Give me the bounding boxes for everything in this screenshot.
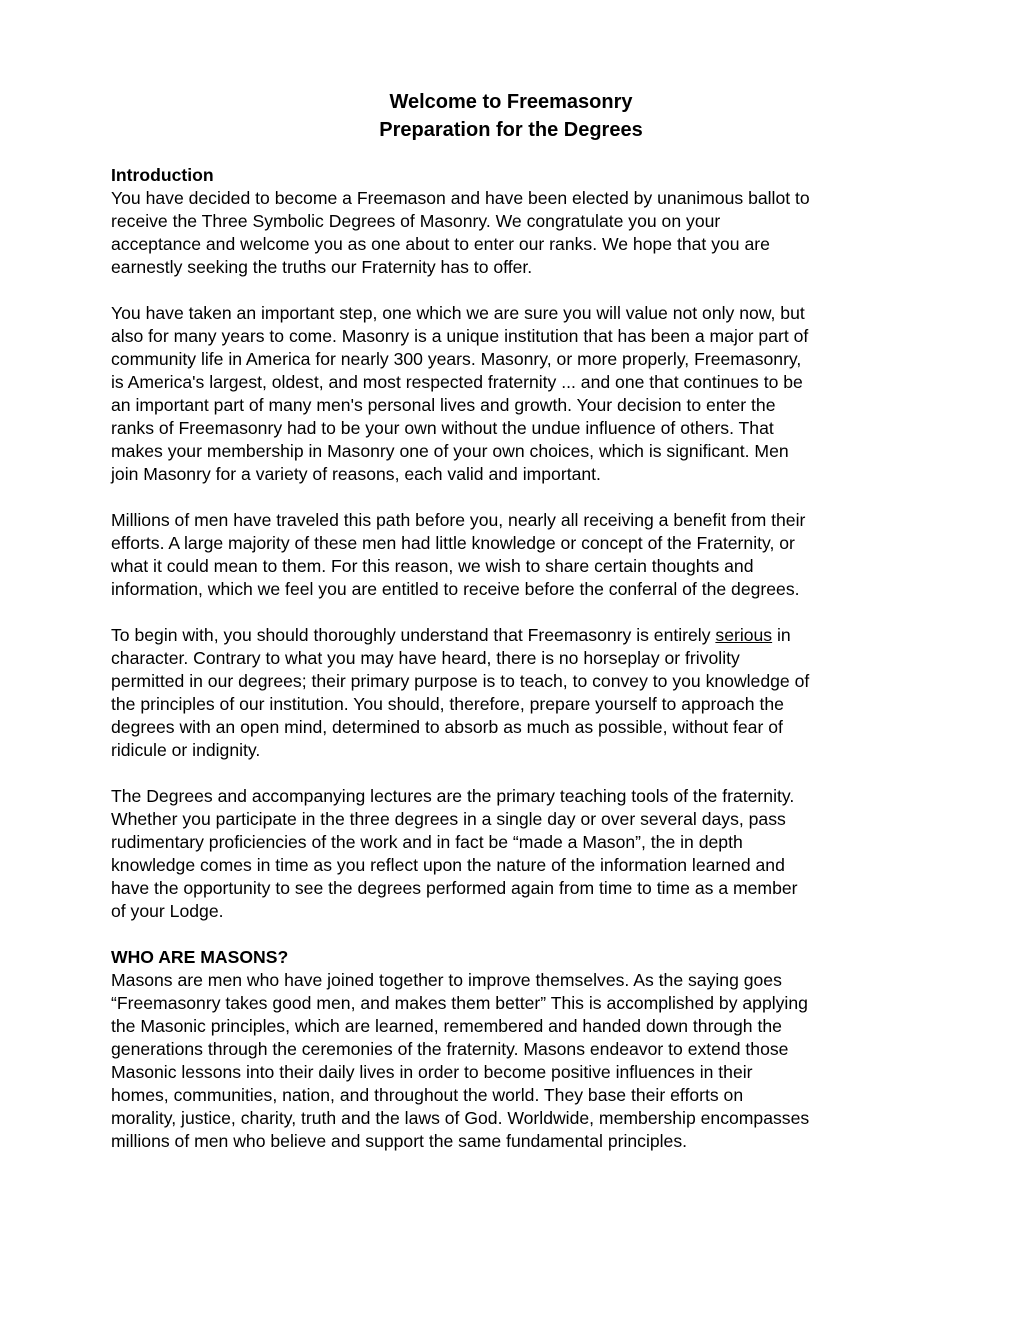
paragraph-line: You have decided to become a Freemason and have been elected by unanimous ballot to <box>111 188 810 208</box>
who-are-masons-heading: WHO ARE MASONS? <box>111 947 289 967</box>
paragraph-line: homes, communities, nation, and throughout the world. They base their efforts on <box>111 1085 744 1105</box>
paragraph-line: makes your membership in Masonry one of your own choices, which is significant. Men <box>111 441 789 461</box>
paragraph-line: join Masonry for a variety of reasons, each valid and important. <box>111 464 601 484</box>
paragraph-line: ranks of Freemasonry had to be your own without the undue influence of others. That <box>111 418 774 438</box>
paragraph-line: character. Contrary to what you may have heard, there is no horseplay or frivolity <box>111 648 740 668</box>
emphasis-underline: serious <box>715 625 773 645</box>
paragraph-line: millions of men who believe and support the same fundamental principles. <box>111 1131 688 1151</box>
paragraph <box>111 624 809 762</box>
paragraph-line: The Degrees and accompanying lectures are the primary teaching tools of the fraternity. <box>111 786 795 806</box>
paragraph-line: rudimentary proficiencies of the work and in fact be “made a Mason”, the in depth <box>111 832 743 852</box>
paragraph-line: of your Lodge. <box>111 901 224 921</box>
who-are-masons-section <box>111 946 809 1153</box>
paragraph-line: permitted in our degrees; their primary purpose is to teach, to convey to you knowledge of <box>111 671 810 691</box>
paragraph-line: is America's largest, oldest, and most respected fraternity ... and one that continues to be <box>111 372 803 392</box>
paragraph-line: what it could mean to them. For this reason, we wish to share certain thoughts and <box>111 556 754 576</box>
paragraph-line: efforts. A large majority of these men had little knowledge or concept of the Fraternity, or <box>111 533 795 553</box>
introduction-section <box>111 164 810 279</box>
paragraph-line: morality, justice, charity, truth and the laws of God. Worldwide, membership encompasses <box>111 1108 810 1128</box>
paragraph-line: the Masonic principles, which are learned, remembered and handed down through the <box>111 1016 782 1036</box>
document-title: Welcome to Freemasonry <box>389 91 633 113</box>
text: To begin with, you should thoroughly understand that Freemasonry is entirely <box>111 625 716 645</box>
paragraph-line <box>111 624 809 647</box>
paragraph-line: “Freemasonry takes good men, and makes them better” This is accomplished by applying <box>111 993 808 1013</box>
paragraph <box>111 187 810 279</box>
paragraph-line: receive the Three Symbolic Degrees of Masonry. We congratulate you on your <box>111 211 721 231</box>
paragraph-line: Whether you participate in the three degrees in a single day or over several days, pass <box>111 809 786 829</box>
paragraph <box>111 509 805 601</box>
paragraph-line: have the opportunity to see the degrees performed again from time to time as a member <box>111 878 798 898</box>
paragraph-line: also for many years to come. Masonry is a unique institution that has been a major part of <box>111 326 809 346</box>
paragraph-line: ridicule or indignity. <box>111 740 261 760</box>
paragraph-line: Masons are men who have joined together to improve themselves. As the saying goes <box>111 970 782 990</box>
paragraph-line: knowledge comes in time as you reflect upon the nature of the information learned and <box>111 855 785 875</box>
paragraph-line: acceptance and welcome you as one about to enter our ranks. We hope that you are <box>111 234 770 254</box>
document-subtitle: Preparation for the Degrees <box>379 119 643 141</box>
paragraph-line: community life in America for nearly 300 years. Masonry, or more properly, Freemasonry, <box>111 349 802 369</box>
paragraph <box>111 302 808 486</box>
introduction-heading: Introduction <box>111 165 214 185</box>
paragraph-line: Masonic lessons into their daily lives in order to become positive influences in their <box>111 1062 753 1082</box>
paragraph-line: Millions of men have traveled this path before you, nearly all receiving a benefit from their <box>111 510 806 530</box>
paragraph <box>111 969 809 1153</box>
paragraph-rest <box>111 647 809 762</box>
paragraph-line: earnestly seeking the truths our Fraternity has to offer. <box>111 257 533 277</box>
paragraph-line: the principles of our institution. You should, therefore, prepare yourself to approach the <box>111 694 784 714</box>
paragraph-line: You have taken an important step, one which we are sure you will value not only now, but <box>111 303 805 323</box>
paragraph <box>111 785 798 923</box>
paragraph-line: an important part of many men's personal lives and growth. Your decision to enter the <box>111 395 776 415</box>
paragraph-line: degrees with an open mind, determined to absorb as much as possible, without fear of <box>111 717 783 737</box>
paragraph-line: generations through the ceremonies of the fraternity. Masons endeavor to extend those <box>111 1039 789 1059</box>
text: in <box>772 625 791 645</box>
paragraph-line: information, which we feel you are entitled to receive before the conferral of the degrees. <box>111 579 800 599</box>
